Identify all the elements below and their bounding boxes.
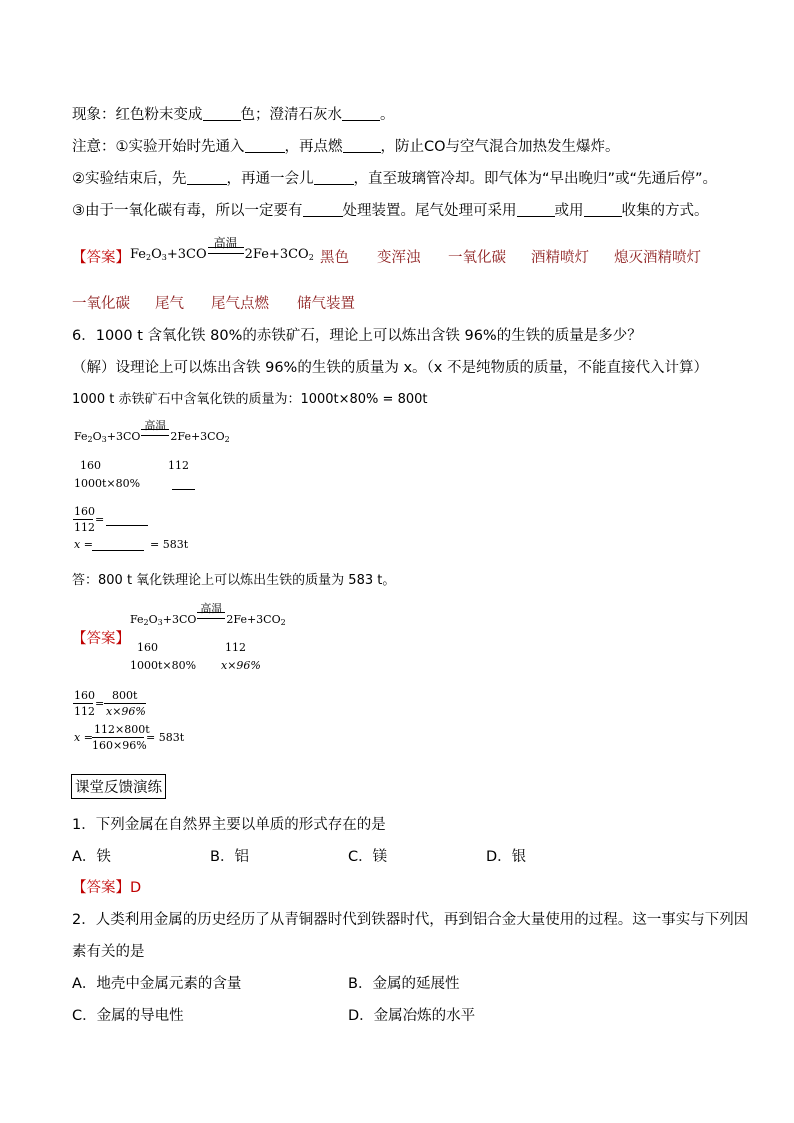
option-c[interactable]: C．金属的导电性 <box>72 1008 184 1024</box>
fill-blank[interactable] <box>584 202 622 217</box>
fraction-bar <box>104 703 146 704</box>
eq-condition: 高温 <box>200 602 223 615</box>
answer-item: 尾气 <box>155 296 184 312</box>
text: 注意：①实验开始时先通入 <box>72 139 245 155</box>
frac2-den: 160×96% <box>92 739 147 752</box>
x-result: = 583t <box>150 538 189 551</box>
answer-line-q1 <box>72 876 141 897</box>
text: 收集的方式。 <box>621 203 709 219</box>
fill-blank[interactable] <box>303 202 343 217</box>
answer-item: 储气装置 <box>297 296 355 312</box>
eq-part: +3CO <box>166 247 207 262</box>
equation-1: $Fe_2O_3+3CO$ 高温 $2Fe+3CO_2$ <box>130 236 314 262</box>
molar-mass-112: 112 <box>225 641 246 654</box>
mass-line: 1000 t 赤铁矿石中含氧化铁的质量为：1000t×80% = 800t <box>72 392 428 407</box>
x-expr: x×96% <box>106 705 146 718</box>
conclusion: 答：800 t 氧化铁理论上可以炼出生铁的质量为 583 t。 <box>72 573 396 588</box>
blank-line <box>172 489 195 490</box>
solution-line: （解）设理论上可以炼出含铁 96%的生铁的质量为 x。（x 不是纯物质的质量，不能直接代入计算） <box>72 360 708 376</box>
text: 或用 <box>554 203 584 219</box>
fill-blank[interactable] <box>517 202 555 217</box>
fill-blank[interactable] <box>187 170 227 185</box>
answer-tag: 【答案】 <box>72 250 130 266</box>
answer-block-1 <box>72 246 130 267</box>
answer-tag: 【答案】 <box>72 880 130 896</box>
answer-item: 酒精喷灯 <box>531 250 589 266</box>
given-mass: 1000t×80% <box>74 477 141 490</box>
question-2-line-2: 素有关的是 <box>72 944 145 960</box>
text: ，再通一会儿 <box>226 171 314 187</box>
option-d[interactable]: D．金属冶炼的水平 <box>348 1008 476 1024</box>
answer-value: D <box>130 880 142 896</box>
text: 色；澄清石灰水 <box>240 107 342 123</box>
ratio-num: 160 <box>74 689 95 702</box>
answer-item: 变浑浊 <box>377 250 421 266</box>
x-equals <box>74 731 93 744</box>
question-6: 6．1000 t 含氧化铁 80%的赤铁矿石，理论上可以炼出含铁 96%的生铁的质量是多少？ <box>72 328 642 344</box>
answer-item: 一氧化碳 <box>448 250 506 266</box>
fill-blank[interactable] <box>314 170 354 185</box>
x-result: = 583t <box>146 731 185 744</box>
question-2-line-1: 2．人类利用金属的历史经历了从青铜器时代到铁器时代，再到铝合金大量使用的过程。这一事实与下列因 <box>72 912 749 928</box>
ratio-den: 112 <box>74 521 95 534</box>
x-label: x = <box>74 538 93 551</box>
note-line-1 <box>72 135 620 156</box>
text: 现象：红色粉末变成 <box>72 107 203 123</box>
ratio-den: 112 <box>74 705 95 718</box>
fill-blank[interactable] <box>245 138 285 153</box>
equation-2: $Fe_2O_3+3CO$ 高温 $2Fe+3CO_2$ <box>74 419 230 444</box>
eq-part: 2Fe+3CO <box>244 247 309 262</box>
eq-condition: 高温 <box>213 236 238 250</box>
note-line-3 <box>72 199 709 220</box>
question-1: 1．下列金属在自然界主要以单质的形式存在的是 <box>72 817 386 833</box>
molar-mass-160: 160 <box>80 459 101 472</box>
blank-line <box>106 525 148 526</box>
blank-line <box>92 550 144 551</box>
answer-item: 一氧化碳 <box>72 296 130 312</box>
given-mass: 1000t×80% <box>130 659 197 672</box>
molar-mass-112: 112 <box>168 459 189 472</box>
x-label: x = <box>74 731 93 744</box>
answer-tag: 【答案】 <box>72 631 130 647</box>
fill-blank[interactable] <box>342 106 380 121</box>
option-a[interactable]: A．铁 <box>72 849 111 865</box>
answer-item: 黑色 <box>320 250 349 266</box>
option-d[interactable]: D．银 <box>486 849 527 865</box>
fraction-bar <box>73 519 93 520</box>
fill-blank[interactable] <box>343 138 381 153</box>
frac1-den <box>106 705 146 718</box>
option-a[interactable]: A．地壳中金属元素的含量 <box>72 976 242 992</box>
frac1-num: 800t <box>112 689 138 702</box>
option-c[interactable]: C．镁 <box>348 849 388 865</box>
molar-mass-160: 160 <box>137 641 158 654</box>
x-equals <box>74 538 93 551</box>
option-b[interactable]: B．铝 <box>210 849 249 865</box>
fraction-bar <box>73 703 93 704</box>
text: ②实验结束后，先 <box>72 171 187 187</box>
frac2-num: 112×800t <box>94 723 150 736</box>
text: ，防止CO与空气混合加热发生爆炸。 <box>380 139 620 155</box>
text: ，直至玻璃管冷却。即气体为“早出晚归”或“先通后停”。 <box>353 171 718 187</box>
answer-item: 熄灭酒精喷灯 <box>614 250 701 266</box>
unknown-mass <box>221 659 261 672</box>
phenomenon-line <box>72 103 395 124</box>
fill-blank[interactable] <box>203 106 241 121</box>
section-title: 课堂反馈演练 <box>71 774 166 799</box>
text: ③由于一氧化碳有毒，所以一定要有 <box>72 203 303 219</box>
text: 处理装置。尾气处理可采用 <box>342 203 517 219</box>
equals-sign: = <box>95 513 105 526</box>
equation-3: $Fe_2O_3+3CO$ 高温 $2Fe+3CO_2$ <box>130 602 286 627</box>
text: ，再点燃 <box>284 139 343 155</box>
option-b[interactable]: B．金属的延展性 <box>348 976 460 992</box>
fraction-bar <box>92 737 144 738</box>
note-line-2 <box>72 167 717 188</box>
eq-condition: 高温 <box>144 419 167 432</box>
text: 。 <box>380 107 395 123</box>
equals-sign: = <box>95 697 105 710</box>
x-expr: x×96% <box>221 659 261 672</box>
ratio-num: 160 <box>74 505 95 518</box>
answer-item: 尾气点燃 <box>211 296 269 312</box>
eq-part: Fe <box>130 247 147 262</box>
